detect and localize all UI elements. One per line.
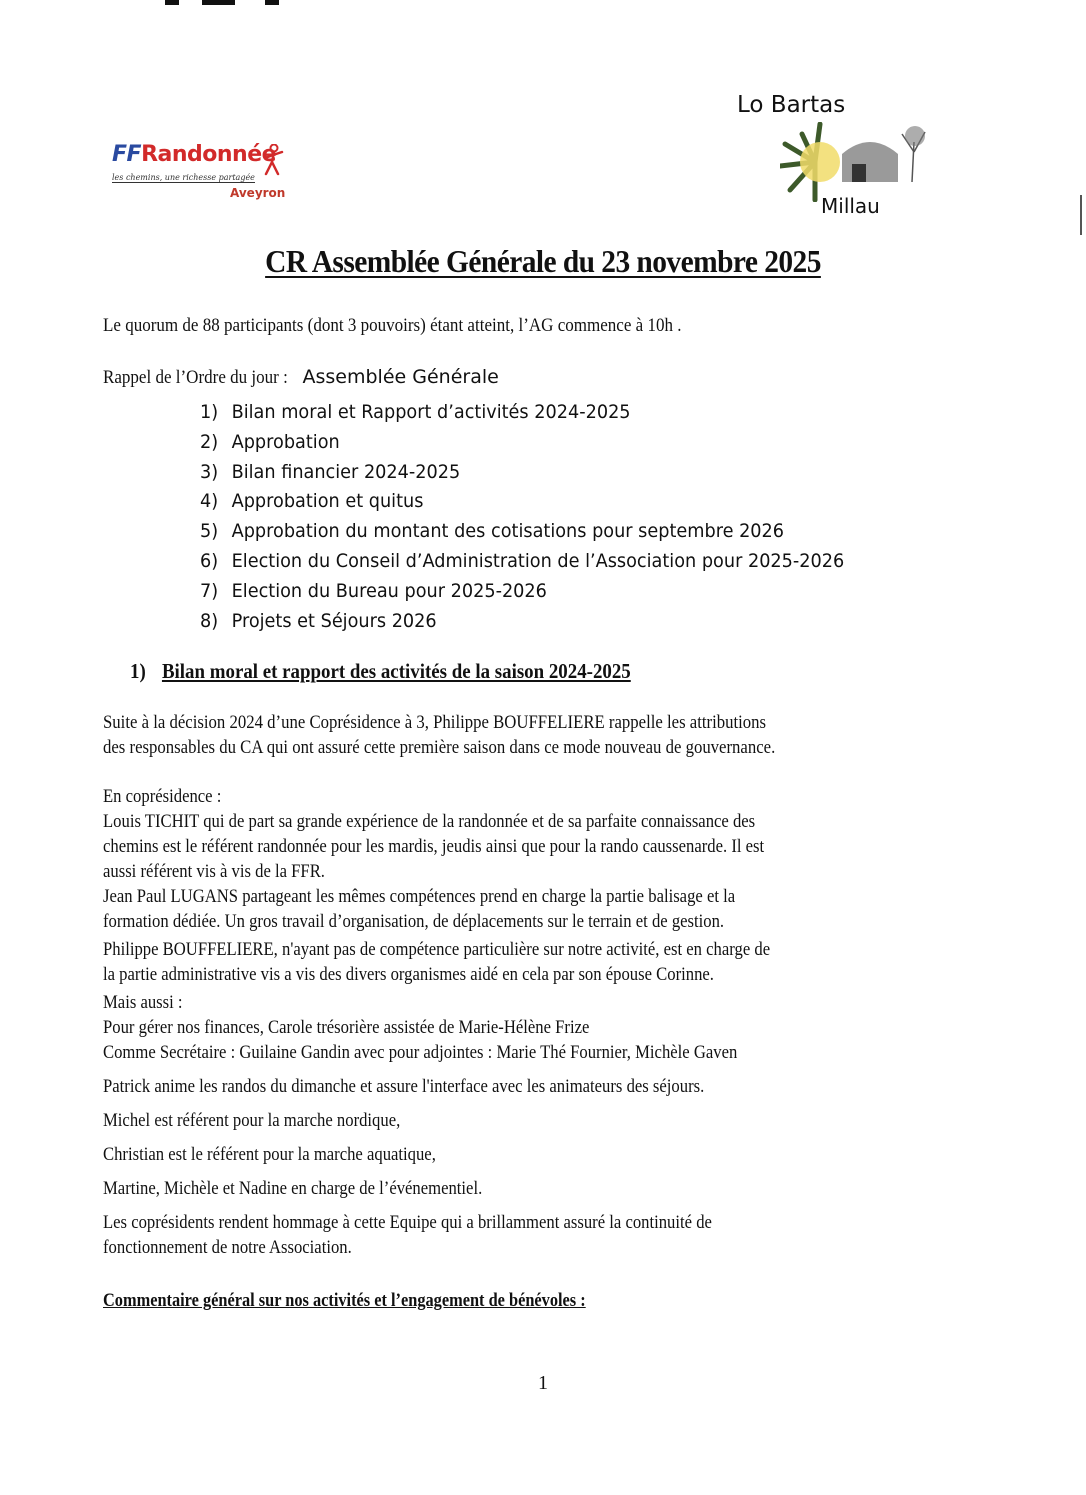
paragraph-line: Les coprésidents rendent hommage à cette Equipe qui a brillamment assuré la continuité de: [103, 1213, 712, 1233]
paragraph-line: la partie administrative vis a vis des divers organismes aidé en cela par son épouse Corinne.: [103, 965, 714, 985]
agenda-heading: Assemblée Générale: [302, 366, 499, 388]
agenda-item: 2) Approbation: [200, 430, 340, 453]
paragraph-line: Philippe BOUFFELIERE, n'ayant pas de compétence particulière sur notre activité, est en charge de: [103, 940, 771, 960]
scan-artifact: [202, 0, 235, 5]
paragraph-line: Michel est référent pour la marche nordique,: [103, 1111, 401, 1131]
bartas-city: Millau: [821, 194, 880, 218]
document-title: CR Assemblée Générale du 23 novembre 2025: [265, 243, 821, 279]
agenda-list: [200, 398, 893, 636]
section-1-heading: 1) Bilan moral et rapport des activités de la saison 2024-2025: [130, 659, 631, 683]
paragraph-line: chemins est le référent randonnée pour les mardis, jeudis ainsi que pour la rando caussenarde. Il est: [103, 837, 765, 857]
paragraph-line: Comme Secrétaire : Guilaine Gandin avec pour adjointes : Marie Thé Fournier, Michèle Gaven: [103, 1043, 738, 1063]
paragraph-line: des responsables du CA qui ont assuré cette première saison dans ce mode nouveau de gouvernance.: [103, 738, 776, 758]
paragraph-line: Martine, Michèle et Nadine en charge de l’événementiel.: [103, 1179, 483, 1199]
agenda-item: 3) Bilan financier 2024-2025: [200, 460, 461, 483]
paragraph-line: En coprésidence :: [103, 787, 222, 807]
paragraph-line: formation dédiée. Un gros travail d’organisation, de déplacements sur le terrain et de gestion.: [103, 912, 725, 932]
paragraph-line: Louis TICHIT qui de part sa grande expérience de la randonnée et de sa parfaite connaissance des: [103, 812, 756, 832]
paragraph-line: aussi référent vis à vis de la FFR.: [103, 862, 325, 882]
ffr-tagline: les chemins, une richesse partagée: [112, 173, 255, 182]
scan-artifact: [165, 0, 179, 5]
paragraph-line: Christian est le référent pour la marche aquatique,: [103, 1145, 436, 1165]
hiker-icon: [262, 144, 284, 176]
section-subheading: Commentaire général sur nos activités et l’engagement de bénévoles :: [103, 1290, 586, 1311]
agenda-item: 6) Election du Conseil d’Administration de l’Association pour 2025-2026: [200, 549, 845, 572]
paragraph-line: Mais aussi :: [103, 993, 183, 1013]
paragraph-line: Jean Paul LUGANS partageant les mêmes compétences prend en charge la partie balisage et la: [103, 887, 736, 907]
agenda-intro: Rappel de l’Ordre du jour : Assemblée Générale: [103, 366, 499, 388]
paragraph-line: fonctionnement de notre Association.: [103, 1238, 352, 1258]
paragraph-line: Suite à la décision 2024 d’une Coprésidence à 3, Philippe BOUFFELIERE rappelle les attributions: [103, 713, 767, 733]
ffr-wordmark: FFRandonnée: [112, 142, 277, 167]
sun-hut-icon: [780, 122, 930, 202]
paragraph-line: Pour gérer nos finances, Carole trésorière assistée de Marie-Hélène Frize: [103, 1018, 590, 1038]
agenda-item: 1) Bilan moral et Rapport d’activités 2024-2025: [200, 401, 631, 423]
agenda-item: 5) Approbation du montant des cotisations pour septembre 2026: [200, 520, 785, 543]
lo-bartas-logo: [715, 90, 925, 230]
page-number: 1: [538, 1372, 548, 1394]
scan-artifact: [265, 0, 279, 5]
quorum-text: Le quorum de 88 participants (dont 3 pouvoirs) étant atteint, l’AG commence à 10h .: [103, 316, 682, 336]
scan-artifact: [1080, 195, 1082, 235]
agenda-item: 7) Election du Bureau pour 2025-2026: [200, 579, 547, 602]
agenda-item: 4) Approbation et quitus: [200, 490, 424, 513]
ffrandonnee-logo: [112, 142, 287, 202]
paragraph-line: Patrick anime les randos du dimanche et assure l'interface avec les animateurs des séjours.: [103, 1077, 705, 1097]
ffr-region: Aveyron: [230, 186, 286, 200]
agenda-item: 8) Projets et Séjours 2026: [200, 609, 437, 632]
bartas-name: Lo Bartas: [737, 92, 846, 118]
